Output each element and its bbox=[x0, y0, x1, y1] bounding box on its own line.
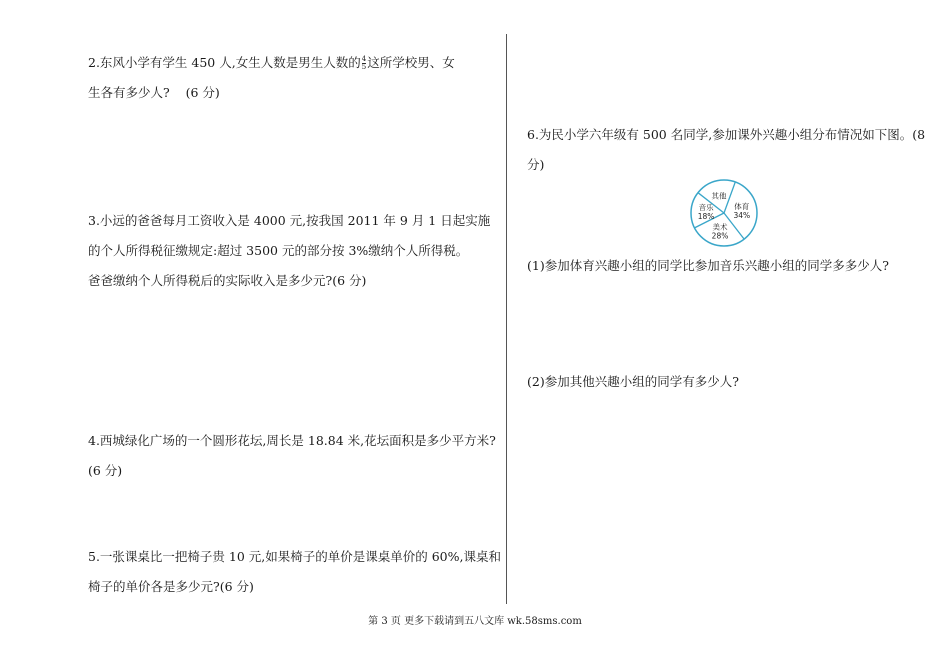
pie-slice-label: 体育 bbox=[734, 202, 750, 212]
q2-text-before: 2.东风小学有学生 450 人,女生人数是男生人数的 bbox=[88, 55, 361, 70]
q6-line-1: 6.为民小学六年级有 500 名同学,参加课外兴趣小组分布情况如下图。(8 bbox=[527, 127, 926, 142]
pie-slice-value-label: 34% bbox=[733, 211, 751, 221]
q2-line-2: 生各有多少人? (6 分) bbox=[88, 85, 220, 100]
column-divider bbox=[506, 34, 507, 604]
q2-fraction-numerator: 4 bbox=[361, 55, 367, 63]
q5-line-1: 5.一张课桌比一把椅子贵 10 元,如果椅子的单价是课桌单价的 60%,课桌和 bbox=[88, 549, 501, 564]
q3-line-2: 的个人所得税征缴规定:超过 3500 元的部分按 3%缴纳个人所得税。 bbox=[88, 243, 469, 258]
interest-group-pie-chart bbox=[683, 178, 765, 248]
pie-slice-label: 其他 bbox=[711, 191, 727, 201]
q3-line-3: 爸爸缴纳个人所得税后的实际收入是多少元?(6 分) bbox=[88, 273, 367, 288]
pie-slice-value-label: 18% bbox=[697, 212, 715, 222]
page-footer: 第 3 页 更多下载请到五八文库 wk.58sms.com bbox=[368, 616, 582, 627]
q2-line-1 bbox=[88, 55, 455, 71]
q5-line-2: 椅子的单价各是多少元?(6 分) bbox=[88, 579, 254, 594]
pie-slice-value-label: 28% bbox=[711, 231, 729, 241]
q3-line-1: 3.小远的爸爸每月工资收入是 4000 元,按我国 2011 年 9 月 1 日起实施 bbox=[88, 213, 491, 228]
q4-line-1: 4.西城绿化广场的一个圆形花坛,周长是 18.84 米,花坛面积是多少平方米? bbox=[88, 433, 496, 448]
q2-fraction bbox=[362, 56, 366, 71]
q6-line-2: 分) bbox=[527, 157, 545, 172]
q6-sub-question-2: (2)参加其他兴趣小组的同学有多少人? bbox=[527, 374, 739, 389]
q4-line-2: (6 分) bbox=[88, 463, 123, 478]
pie-slice-label: 美术 bbox=[712, 222, 728, 232]
q2-fraction-denominator: 5 bbox=[361, 63, 367, 71]
q6-sub-question-1: (1)参加体育兴趣小组的同学比参加音乐兴趣小组的同学多多少人? bbox=[527, 258, 889, 273]
pie-slice-label: 音乐 bbox=[698, 203, 714, 213]
q2-text-after: 这所学校男、女 bbox=[367, 55, 455, 70]
